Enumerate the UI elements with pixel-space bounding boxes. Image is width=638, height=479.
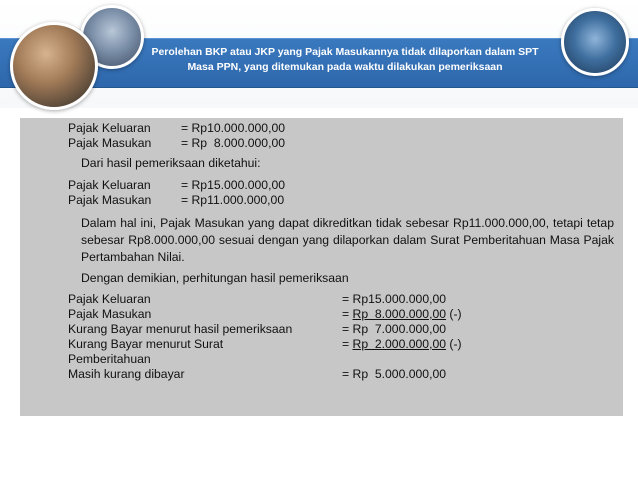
calc-row-output-tax <box>68 292 614 307</box>
audit-intro-text: Dari hasil pemeriksaan diketahui: <box>81 156 261 170</box>
row-value: = Rp11.000.000,00 <box>181 193 285 207</box>
calc-row-underpaid-return <box>68 337 614 352</box>
calc-value-group <box>342 367 446 382</box>
calc-label-continuation: Pemberitahuan <box>68 352 151 366</box>
calc-equals: = <box>342 307 353 321</box>
slide-content <box>68 121 614 382</box>
calc-amount: Rp15.000.000,00 <box>352 292 447 306</box>
calc-row-underpaid-audit <box>68 322 614 337</box>
photo-circle-office-worker <box>10 22 98 110</box>
calc-value-group <box>342 307 462 322</box>
calc-label: Kurang Bayar menurut hasil pemeriksaan <box>68 322 293 336</box>
photo-circle-computer-user <box>561 8 629 76</box>
calc-label: Kurang Bayar menurut Surat <box>68 337 224 351</box>
row-label: Pajak Masukan <box>68 136 152 150</box>
calculation-intro-text: Dengan demikian, perhitungan hasil pemeriksaan <box>81 271 349 285</box>
calc-amount: Rp 8.000.000,00 <box>352 307 447 321</box>
explanation-paragraph: Dalam hal ini, Pajak Masukan yang dapat dikreditkan tidak sebesar Rp11.000.000,00, tetapi tetap sebesar Rp8.000.000,00 sesuai dengan yang dilaporkan dalam Surat Pemberitahuan Masa Pajak Pertambahan Nilai. <box>81 216 614 264</box>
row-label: Pajak Keluaran <box>68 121 151 135</box>
calc-row-input-tax <box>68 307 614 322</box>
calc-label: Masih kurang dibayar <box>68 367 185 381</box>
calc-equals: = <box>342 337 353 351</box>
calc-value-group <box>342 292 446 307</box>
calc-row-remaining-due <box>68 367 614 382</box>
row-value: = Rp15.000.000,00 <box>181 178 286 192</box>
calc-amount: Rp 5.000.000,00 <box>352 367 447 381</box>
calc-value-group <box>342 322 446 337</box>
calc-value-group <box>342 337 462 352</box>
calc-amount: Rp 2.000.000,00 <box>352 337 447 351</box>
row-label: Pajak Masukan <box>68 193 152 207</box>
calc-suffix: (-) <box>446 307 462 321</box>
calc-amount: Rp 7.000.000,00 <box>352 322 447 336</box>
audit-row-output-tax <box>68 178 614 193</box>
reported-row-output-tax <box>68 121 614 136</box>
calc-equals: = <box>342 367 353 381</box>
row-value: = Rp10.000.000,00 <box>181 121 286 135</box>
calc-label: Pajak Keluaran <box>68 292 151 306</box>
reported-row-input-tax <box>68 136 614 151</box>
calc-label: Pajak Masukan <box>68 307 152 321</box>
slide-title-line-1: Perolehan BKP atau JKP yang Pajak Masukannya tidak dilaporkan dalam SPT <box>151 46 539 58</box>
row-label: Pajak Keluaran <box>68 178 151 192</box>
slide-title <box>130 45 560 75</box>
slide-title-line-2: Masa PPN, yang ditemukan pada waktu dilakukan pemeriksaan <box>187 61 503 73</box>
calc-equals: = <box>342 292 353 306</box>
calc-suffix: (-) <box>446 337 462 351</box>
row-value: = Rp 8.000.000,00 <box>181 136 286 150</box>
audit-row-input-tax <box>68 193 614 208</box>
calc-equals: = <box>342 322 353 336</box>
